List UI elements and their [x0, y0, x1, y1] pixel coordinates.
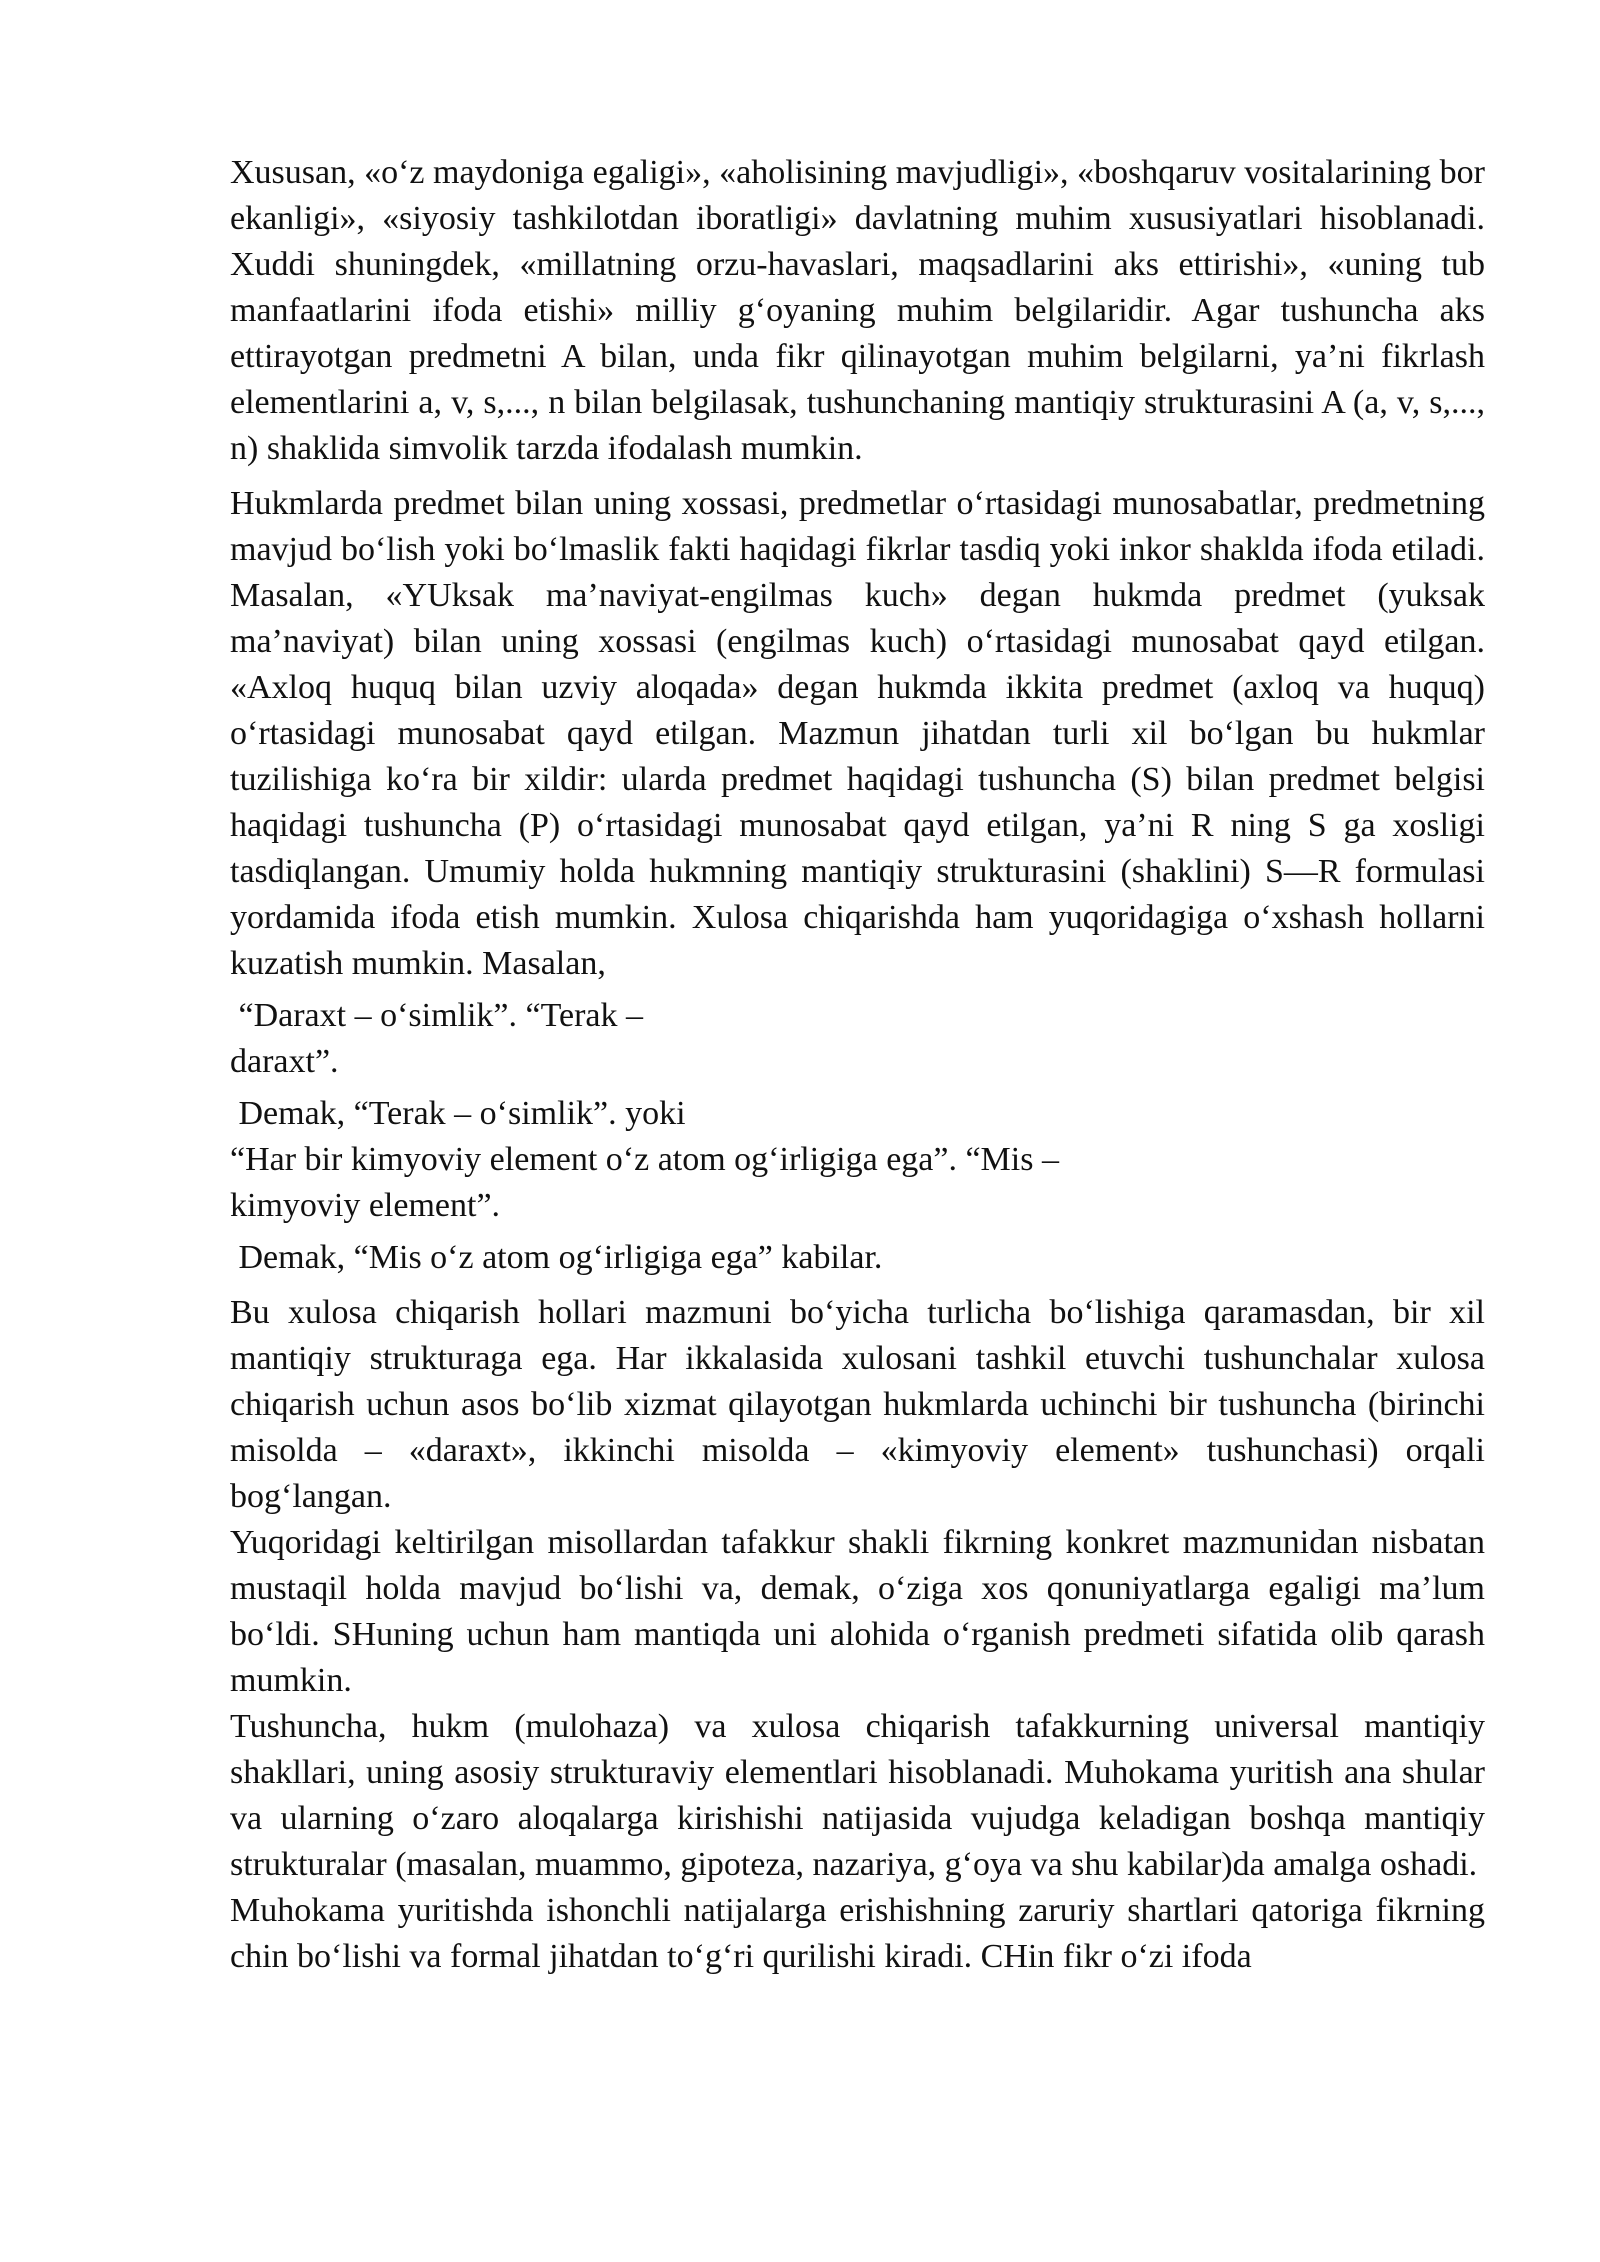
examples-block: [230, 993, 1485, 1281]
example-line-2: daraxt”.: [230, 1043, 339, 1080]
example-line-5: kimyoviy element”.: [230, 1187, 501, 1224]
example-line-3: Demak, “Terak – o‘simlik”. yoki: [230, 1095, 686, 1132]
example-line-4: “Har bir kimyoviy element o‘z atom og‘irligiga ega”. “Mis –: [230, 1141, 1059, 1178]
paragraph-4: Yuqoridagi keltirilgan misollardan tafakkur shakli fikrning konkret mazmunidan nisbatan mustaqil holda mavjud bo‘lishi va, demak, o‘ziga xos qonuniyatlarga egaligi ma’lum bo‘ldi. SHuning uchun ham mantiqda uni alohida o‘rganish predmeti sifatida olib qarash mumkin.: [230, 1524, 1485, 1699]
example-line-6: Demak, “Mis o‘z atom og‘irligiga ega” kabilar.: [230, 1239, 883, 1276]
paragraph-5: Tushuncha, hukm (mulohaza) va xulosa chiqarish tafakkurning universal mantiqiy shakllari, uning asosiy strukturaviy elementlari hisoblanadi. Muhokama yuritish ana shular va ularning o‘zaro aloqalarga kirishishi natijasida vujudga keladigan boshqa mantiqiy strukturalar (masalan, muammo, gipoteza, nazariya, g‘oya va shu kabilar)da amalga oshadi.: [230, 1708, 1485, 1883]
paragraph-6: Muhokama yuritishda ishonchli natijalarga erishishning zaruriy shartlari qatoriga fikrning chin bo‘lishi va formal jihatdan to‘g‘ri qurilishi kiradi. CHin fikr o‘zi ifoda: [230, 1892, 1485, 1975]
paragraph-2: Hukmlarda predmet bilan uning xossasi, predmetlar o‘rtasidagi munosabatlar, predmetning mavjud bo‘lish yoki bo‘lmaslik fakti haqidagi fikrlar tasdiq yoki inkor shaklda ifoda etiladi. Masalan, «YUksak ma’naviyat-engilmas kuch» degan hukmda predmet (yuksak ma’naviyat) bilan uning xossasi (engilmas kuch) o‘rtasidagi munosabat qayd etilgan. «Axloq huquq bilan uzviy aloqada» degan hukmda ikkita predmet (axloq va huquq) o‘rtasidagi munosabat qayd etilgan. Mazmun jihatdan turli xil bo‘lgan bu hukmlar tuzilishiga ko‘ra bir xildir: ularda predmet haqidagi tushuncha (S) bilan predmet belgisi haqidagi tushuncha (P) o‘rtasidagi munosabat qayd etilgan, ya’ni R ning S ga xosligi tasdiqlangan. Umumiy holda hukmning mantiqiy strukturasini (shaklini) S—R formulasi yordamida ifoda etish mumkin. Xulosa chiqarishda ham yuqoridagiga o‘xshash hollarni kuzatish mumkin. Masalan,: [230, 485, 1485, 982]
example-line-1: “Daraxt – o‘simlik”. “Terak –: [230, 997, 644, 1034]
paragraph-3: Bu xulosa chiqarish hollari mazmuni bo‘yicha turlicha bo‘lishiga qaramasdan, bir xil mantiqiy strukturaga ega. Har ikkalasida xulosani tashkil etuvchi tushunchalar xulosa chiqarish uchun asos bo‘lib xizmat qilayotgan hukmlarda uchinchi bir tushuncha (birinchi misolda – «daraxt», ikkinchi misolda – «kimyoviy element» tushunchasi) orqali bog‘langan.: [230, 1294, 1485, 1515]
document-body: [230, 150, 1485, 1980]
paragraph-1: Xususan, «o‘z maydoniga egaligi», «aholisining mavjudligi», «boshqaruv vositalarining bor ekanligi», «siyosiy tashkilotdan iboratligi» davlatning muhim xususiyatlari hisoblanadi. Xuddi shuningdek, «millatning orzu-havaslari, maqsadlarini aks ettirishi», «uning tub manfaatlarini ifoda etishi» milliy g‘oyaning muhim belgilaridir. Agar tushuncha aks ettirayotgan predmetni A bilan, unda fikr qilinayotgan muhim belgilarni, ya’ni fikrlash elementlarini a, v, s,..., n bilan belgilasak, tushunchaning mantiqiy strukturasini A (a, v, s,..., n) shaklida simvolik tarzda ifodalash mumkin.: [230, 154, 1485, 467]
